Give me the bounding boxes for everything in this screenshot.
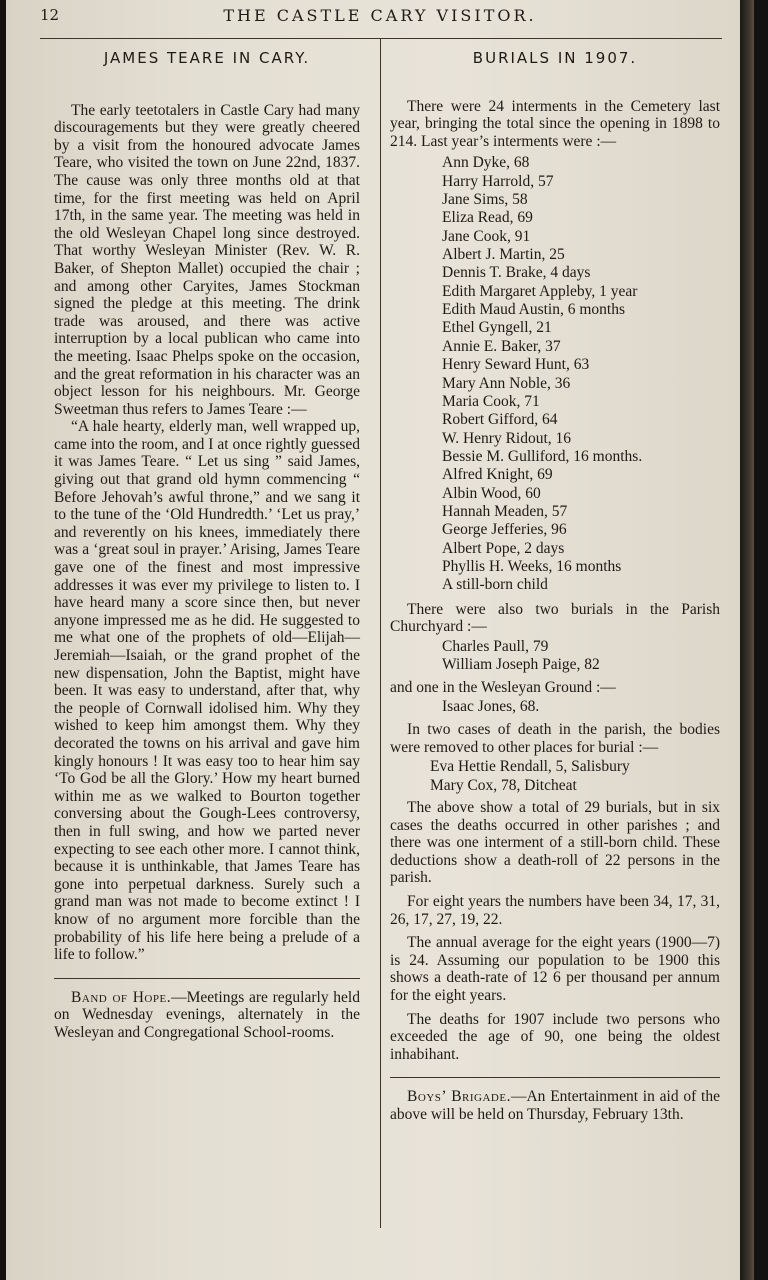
cemetery-entry: Alfred Knight, 69 [442,466,553,484]
page-edge-shadow [740,0,754,1280]
band-of-hope-lead: Band of Hope. [71,988,172,1006]
eight-years-paragraph: For eight years the numbers have been 34, 17, 31, 26, 17, 27, 19, 22. [390,893,720,928]
section-rule [54,978,360,979]
removed-list [430,758,720,795]
band-of-hope-notice [54,989,360,1042]
wesleyan-entry: Isaac Jones, 68. [442,698,540,716]
wesleyan-intro: and one in the Wesleyan Ground :— [390,678,616,696]
wesleyan-list [442,698,720,717]
page [6,0,754,1280]
header-rule [40,38,722,39]
summary-paragraph: The above show a total of 29 burials, but in six cases the deaths occurred in other parishes ; and there was one interment of a still-born child. These deductions show a death-roll of 22 persons in the parish. [390,799,720,887]
section-rule [390,1077,720,1078]
removed-entry: Eva Hettie Rendall, 5, Salisbury [430,758,630,776]
cemetery-entry: Edith Maud Austin, 6 months [442,301,625,319]
left-column [54,44,360,1041]
cemetery-entry: A still-born child [442,576,548,594]
removed-intro: In two cases of death in the parish, the bodies were removed to other places for burial :— [390,720,720,756]
cemetery-entry: Jane Cook, 91 [442,227,531,245]
cemetery-entry: Dennis T. Brake, 4 days [442,264,591,282]
cemetery-entry: Harry Harrold, 57 [442,172,554,190]
cemetery-list [442,154,720,594]
cemetery-entry: Bessie M. Gulliford, 16 months. [442,447,643,465]
burials-intro: There were 24 interments in the Cemetery last year, bringing the total since the opening in 1898 to 214. Last year’s interments were :— [390,97,720,150]
right-column [390,44,720,1124]
cemetery-entry: Mary Ann Noble, 36 [442,374,571,392]
cemetery-entry: Albin Wood, 60 [442,484,541,502]
cemetery-entry: Robert Gifford, 64 [442,411,558,429]
band-of-hope-text: —Meetings are regularly held on Wednesday evenings, alternately in the Wesleyan and Congregational School-rooms. [54,988,360,1041]
average-paragraph: The annual average for the eight years (1900—7) is 24. Assuming our population to be 1900 this shows a death-rate of 12 6 per thousand per annum for the eight years. [390,934,720,1005]
article-title-burials: BURIALS IN 1907. [472,49,638,67]
column-divider [380,38,381,1228]
page-number: 12 [40,6,60,24]
quotation-paragraph: “A hale hearty, elderly man, well wrapped up, came into the room, and I at once rightly guessed it was James Teare. “ Let us sing ” said James, giving out that grand old hymn commencing “ Before Jehovah’s awful throne,” and we sang it to the tune of the ‘Old Hundredth.’ ‘Let us pray,’ and reverently on his knees, immediately there was a ‘great soul in prayer.’ Arising, James Teare gave one of the finest and most impressive addresses it was ever my privilege to listen to. I have heard many a score since then, but never anyone impressed me as he did. He suggested to me what one of the prophets of old—Elijah—Jeremiah—Isaiah, or the grand prophet of the new dispensation, John the Baptist, might have been. It was easy to understand, after that, why the people of Cornwall idolised him. Why they wished to keep him amongst them. Why they decorated the towns on his arrival and gave him kingly honours ! It was easy too to hear him say ‘To God be all the Glory.’ How my heart burned within me as we walked to Bourton together conversing about the Gough-Lees controversy, then in full swing, and how we parted never expecting to see each other more. I cannot think, because it is unthinkable, that James Teare has gone into perpetual darkness. Surely such a grand man was not made to become extinct ! I know of no argument more forcible than the probability of his life here being a prelude of a life to follow.” [54,418,360,964]
cemetery-entry: Annie E. Baker, 37 [442,337,561,355]
cemetery-entry: W. Henry Ridout, 16 [442,429,572,447]
cemetery-entry: Jane Sims, 58 [442,191,528,209]
boys-brigade-lead: Boys’ Brigade. [407,1088,511,1106]
parish-entry: William Joseph Paige, 82 [442,656,600,674]
cemetery-entry: George Jefferies, 96 [442,521,567,539]
cemetery-entry: Ann Dyke, 68 [442,154,530,172]
running-header [6,6,754,28]
cemetery-entry: Eliza Read, 69 [442,209,533,227]
cemetery-entry: Ethel Gyngell, 21 [442,319,552,337]
parish-entry: Charles Paull, 79 [442,637,549,655]
article-title-james-teare: JAMES TEARE IN CARY. [103,49,311,67]
cemetery-entry: Edith Margaret Appleby, 1 year [442,282,638,300]
boys-brigade-notice [390,1088,720,1123]
cemetery-entry: Hannah Meaden, 57 [442,502,568,520]
cemetery-entry: Henry Seward Hunt, 63 [442,356,590,374]
boys-brigade-text: —An Entertainment in aid of the above will be held on Thursday, February 13th. [390,1088,720,1123]
oldest-paragraph: The deaths for 1907 include two persons who exceeded the age of 90, one being the oldest inhabihant. [390,1010,720,1063]
cemetery-entry: Phyllis H. Weeks, 16 months [442,557,622,575]
article-paragraph: The early teetotalers in Castle Cary had many discouragements but they were greatly cheered by a visit from the honoured advocate James Teare, who visited the town on June 22nd, 1837. The cause was only three months old at that time, for the first meeting was held on April 17th, in the same year. The meeting was held in the old Wesleyan Chapel long since destroyed. That worthy Wesleyan Minister (Rev. W. R. Baker, of Shepton Mallet) occupied the chair ; and among other Caryites, James Stockman signed the pledge at this meeting. The drink trade was aroused, and there was active interruption by a local publican who came into the meeting. Isaac Phelps spoke on the occasion, and the great reformation in his character was an object lesson for his neighbours. Mr. George Sweetman thus refers to James Teare :— [54,101,360,418]
cemetery-entry: Maria Cook, 71 [442,392,540,410]
cemetery-entry: Albert Pope, 2 days [442,539,565,557]
cemetery-entry: Albert J. Martin, 25 [442,246,565,264]
removed-entry: Mary Cox, 78, Ditcheat [430,776,577,794]
parish-list [442,638,720,675]
running-title: THE CASTLE CARY VISITOR. [223,6,537,25]
parish-intro: There were also two burials in the Parish Churchyard :— [390,600,720,636]
